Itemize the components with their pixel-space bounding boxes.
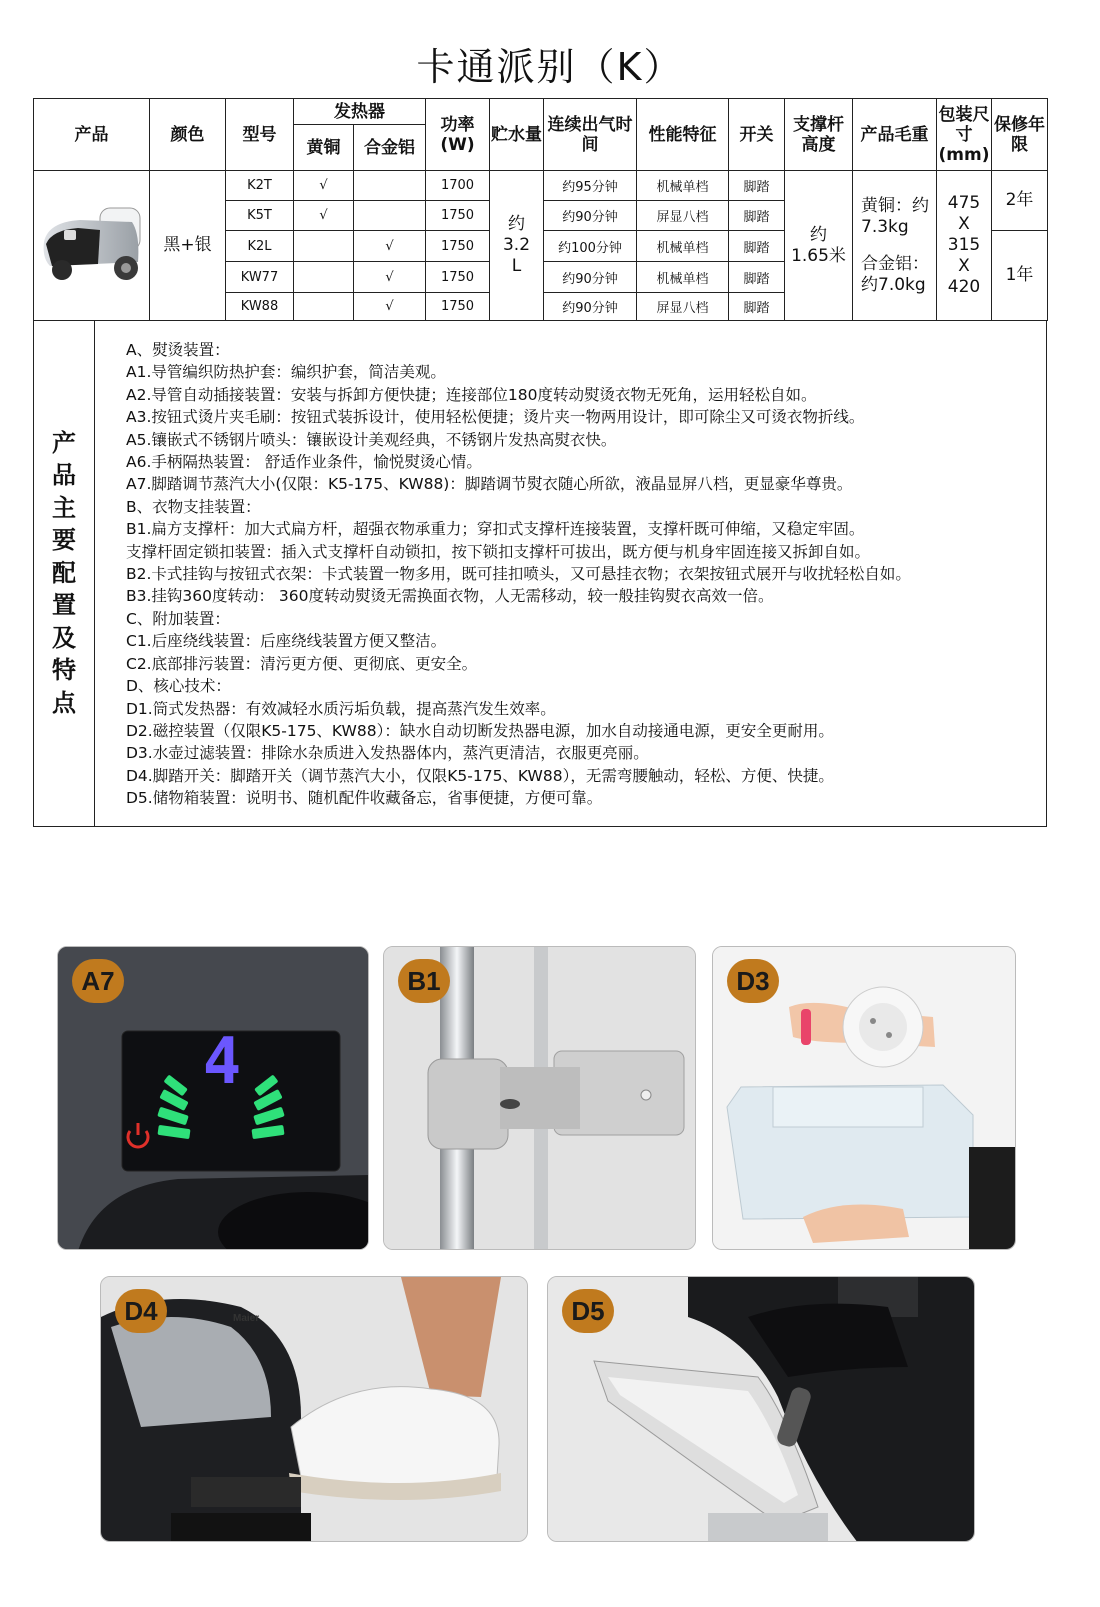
feature-line: A、熨烫装置：	[126, 341, 230, 359]
spec-table	[33, 98, 1048, 321]
photo-d4-label: D4	[115, 1289, 167, 1333]
photo-d3-label: D3	[727, 959, 779, 1003]
header-tank: 贮水量	[490, 99, 544, 171]
feature-line: A7.脚踏调节蒸汽大小(仅限：K5-175、KW88)：脚踏调节熨衣随心所欲，液晶显屏八档，更显豪华尊贵。	[126, 475, 853, 494]
row-5-switch: 脚踏	[729, 293, 785, 321]
package-value: 475 X 315 X 420	[937, 171, 992, 321]
photo-a7-label: A7	[72, 959, 124, 1003]
tank-value: 约 3.2 L	[490, 171, 544, 321]
row-4-brass	[294, 262, 354, 293]
header-warranty: 保修年限	[992, 99, 1048, 171]
page-title: 卡通派别（K）	[416, 45, 684, 89]
feature-line: D2.磁控装置（仅限K5-175、KW88）：缺水自动切断发热器电源，加水自动接通电源，更安全更耐用。	[126, 721, 834, 740]
feature-line: 支撑杆固定锁扣装置：插入式支撑杆自动锁扣，按下锁扣支撑杆可拔出，既方便与机身牢固连接又拆卸自如。	[126, 542, 871, 561]
row-1-time: 约95分钟	[544, 171, 637, 201]
photo-d5-storage-box	[547, 1276, 975, 1542]
photo-b1-label: B1	[398, 959, 450, 1003]
photo-d5-label: D5	[562, 1289, 614, 1333]
row-1-switch: 脚踏	[729, 171, 785, 201]
features-side-label: 产 品 主 要 配 置 及 特 点	[34, 320, 95, 826]
header-switch: 开关	[729, 99, 785, 171]
feature-line: D5.储物箱装置：说明书、随机配件收藏备忘，省事便捷，方便可靠。	[126, 789, 603, 808]
photo-b1-pole-clamp	[383, 946, 696, 1250]
steamer-product-image	[40, 204, 144, 288]
row-4-power: 1750	[426, 262, 490, 293]
row-5-brass	[294, 293, 354, 321]
features-list	[126, 339, 1036, 810]
photo-a7-display	[57, 946, 369, 1250]
row-2-feature: 屏显八档	[637, 201, 729, 231]
feature-line: A1.导管编织防热护套：编织护套，简洁美观。	[126, 363, 446, 382]
row-5-model: KW88	[226, 293, 294, 321]
row-3-time: 约100分钟	[544, 231, 637, 262]
row-5-alloy: √	[354, 293, 426, 321]
header-color: 颜色	[150, 99, 226, 171]
row-2-model: K5T	[226, 201, 294, 231]
display-digit: 4	[202, 1025, 242, 1099]
feature-line: A5.镶嵌式不锈钢片喷头：镶嵌设计美观经典，不锈钢片发热高熨衣快。	[126, 430, 617, 449]
header-package: 包装尺寸(mm)	[937, 99, 992, 171]
weight-brass: 黄铜：约7.3kg	[861, 195, 929, 237]
row-2-power: 1750	[426, 201, 490, 231]
row-4-model: KW77	[226, 262, 294, 293]
feature-line: C、附加装置：	[126, 609, 230, 628]
row-1-alloy	[354, 171, 426, 201]
row-3-alloy: √	[354, 231, 426, 262]
feature-line: C1.后座绕线装置：后座绕线装置方便又整洁。	[126, 632, 447, 651]
row-4-feature: 机械单档	[637, 262, 729, 293]
photo-d3-water-tank	[712, 946, 1016, 1250]
warranty-2y: 2年	[992, 171, 1048, 231]
brand-logo-text: Maier	[233, 1313, 260, 1324]
feature-line: B2.卡式挂钩与按钮式衣架：卡式装置一物多用，既可挂扣喷头，又可悬挂衣物；衣架按钮式展开与收扰轻松自如。	[126, 565, 911, 584]
row-4-alloy: √	[354, 262, 426, 293]
photo-d4-foot-pedal	[100, 1276, 528, 1542]
color-value: 黑+银	[150, 171, 226, 321]
header-weight: 产品毛重	[853, 99, 937, 171]
header-heater-brass: 黄铜	[294, 125, 354, 171]
row-1-brass: √	[294, 171, 354, 201]
product-image-cell	[34, 171, 150, 321]
row-3-power: 1750	[426, 231, 490, 262]
weight-alloy: 合金铝：约7.0kg	[861, 253, 929, 295]
feature-line: D4.脚踏开关：脚踏开关（调节蒸汽大小，仅限K5-175、KW88），无需弯腰触动，轻松、方便、快捷。	[126, 766, 834, 785]
row-3-switch: 脚踏	[729, 231, 785, 262]
weight-value	[853, 171, 937, 321]
feature-line: D3.水壶过滤装置：排除水杂质进入发热器体内，蒸汽更清洁，衣服更亮丽。	[126, 744, 649, 763]
pole-height-value: 约 1.65米	[785, 171, 853, 321]
header-feature: 性能特征	[637, 99, 729, 171]
row-5-power: 1750	[426, 293, 490, 321]
row-1-model: K2T	[226, 171, 294, 201]
feature-line: B3.挂钩360度转动： 360度转动熨烫无需换面衣物，人无需移动，较一般挂钩熨衣高效一倍。	[126, 587, 774, 606]
feature-line: A3.按钮式烫片夹毛刷：按钮式装拆设计，使用轻松便捷；烫片夹一物两用设计，即可除尘又可烫衣物折线。	[126, 408, 865, 427]
header-product: 产品	[34, 99, 150, 171]
row-1-feature: 机械单档	[637, 171, 729, 201]
feature-line: C2.底部排污装置：清污更方便、更彻底、更安全。	[126, 654, 478, 673]
header-heater-alloy: 合金铝	[354, 125, 426, 171]
warranty-1y: 1年	[992, 231, 1048, 321]
feature-line: D、核心技术：	[126, 677, 231, 696]
header-heater: 发热器	[294, 99, 426, 125]
row-4-switch: 脚踏	[729, 262, 785, 293]
row-3-model: K2L	[226, 231, 294, 262]
row-5-feature: 屏显八档	[637, 293, 729, 321]
row-2-brass: √	[294, 201, 354, 231]
row-2-time: 约90分钟	[544, 201, 637, 231]
row-4-time: 约90分钟	[544, 262, 637, 293]
feature-line: B1.扁方支撑杆：加大式扁方杆，超强衣物承重力；穿扣式支撑杆连接装置，支撑杆既可伸缩，又稳定牢固。	[126, 520, 865, 539]
row-3-feature: 机械单档	[637, 231, 729, 262]
header-power: 功率(W)	[426, 99, 490, 171]
header-model: 型号	[226, 99, 294, 171]
feature-line: D1.筒式发热器：有效减轻水质污垢负载，提高蒸汽发生效率。	[126, 699, 556, 718]
row-2-alloy	[354, 201, 426, 231]
row-5-time: 约90分钟	[544, 293, 637, 321]
feature-line: B、衣物支挂装置：	[126, 497, 261, 516]
row-2-switch: 脚踏	[729, 201, 785, 231]
header-steam-time: 连续出气时间	[544, 99, 637, 171]
feature-line: A6.手柄隔热装置： 舒适作业条件，愉悦熨烫心情。	[126, 453, 482, 472]
row-3-brass	[294, 231, 354, 262]
header-pole-height: 支撑杆高度	[785, 99, 853, 171]
row-1-power: 1700	[426, 171, 490, 201]
features-section	[33, 320, 1047, 827]
feature-line: A2.导管自动插接装置：安装与拆卸方便快捷；连接部位180度转动熨烫衣物无死角，运用轻松自如。	[126, 385, 817, 404]
